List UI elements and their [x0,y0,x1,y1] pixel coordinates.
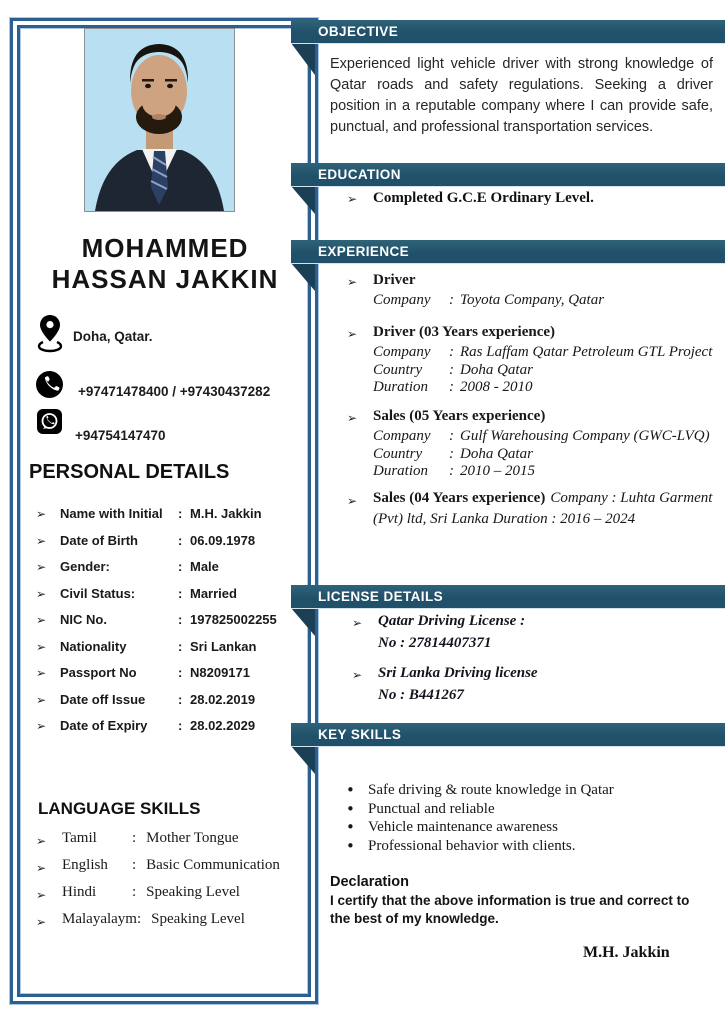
arrow-bullet-icon: ➢ [347,275,358,289]
arrow-bullet-icon: ➢ [36,666,47,680]
arrow-bullet-icon: ➢ [36,639,47,654]
signature-name: M.H. Jakkin [583,944,670,961]
whatsapp-text: +94754147470 [75,428,166,443]
license-item: ➢ Qatar Driving License : No : 27814407371 [352,613,526,651]
key-skill-item: • Vehicle maintenance awareness [346,818,558,836]
personal-detail-row: ➢ Gender: : Male [36,559,219,574]
experience-entry [347,323,722,396]
phone-text: +97471478400 / +97430437282 [78,384,271,399]
language-row: ➢ Malayalaym: Speaking Level [36,909,280,930]
section-title: EXPERIENCE [318,244,410,259]
arrow-bullet-icon: ➢ [36,834,47,848]
experience-title: Sales (04 Years experience) [373,490,546,506]
declaration-text: I certify that the above information is true and correct to the best of my knowledge. [330,893,690,926]
arrow-bullet-icon: ➢ [36,586,47,601]
language-row: ➢ Tamil : Mother Tongue [36,828,280,849]
personal-detail-row: ➢ Nationality : Sri Lankan [36,638,257,654]
arrow-bullet-icon: ➢ [36,560,47,574]
experience-detail: Company : Ras Laffam Qatar Petroleum GTL Project [373,344,713,360]
key-skills-list [340,781,720,855]
experience-entry [347,488,719,530]
experience-title: Driver [373,272,416,288]
section-title: LICENSE DETAILS [318,589,444,604]
arrow-bullet-icon: ➢ [36,915,47,929]
dot-bullet-icon: • [346,799,355,818]
personal-detail-row: ➢ Civil Status: : Married [36,585,237,601]
candidate-name [22,233,308,295]
arrow-bullet-icon: ➢ [352,668,363,682]
experience-entry [347,407,722,480]
phone-icon [36,371,63,403]
whatsapp-icon [37,409,62,439]
license-item: ➢ Sri Lanka Driving license No : B441267 [352,665,538,703]
personal-detail-row: ➢ Date of Birth : 06.09.1978 [36,532,256,548]
location-pin-icon [37,315,63,358]
declaration-title: Declaration [330,874,409,890]
language-skills-title: LANGUAGE SKILLS [38,799,201,818]
experience-detail: Country : Doha Qatar [373,361,533,378]
experience-title: Sales (05 Years experience) [373,408,546,424]
language-row: ➢ Hindi : Speaking Level [36,882,280,903]
arrow-bullet-icon: ➢ [347,411,358,425]
arrow-bullet-icon: ➢ [36,719,47,733]
location-text: Doha, Qatar. [73,329,153,344]
arrow-bullet-icon: ➢ [36,861,47,875]
arrow-bullet-icon: ➢ [347,192,358,206]
section-banner-experience [291,240,725,263]
key-skill-item: • Punctual and reliable [346,799,495,818]
portrait-illustration [85,29,234,211]
education-item: ➢ Completed G.C.E Ordinary Level. [347,190,594,206]
experience-detail: Company : Gulf Warehousing Company (GWC-LVQ) [373,428,710,444]
personal-details-title: PERSONAL DETAILS [29,461,230,483]
experience-detail: Country : Doha Qatar [373,445,533,462]
personal-detail-row: ➢ Passport No : N8209171 [36,665,250,680]
personal-detail-row: ➢ Name with Initial : M.H. Jakkin [36,506,262,521]
dot-bullet-icon: • [346,781,355,799]
experience-detail: Duration : 2008 - 2010 [373,379,533,395]
profile-photo [84,28,235,212]
objective-text: Experienced light vehicle driver with strong knowledge of Qatar roads and safety regulations. Seeking a driver position in a reputable company where I can provide safe, punctual, and professional transportation services. [330,56,713,135]
section-banner-key-skills [291,723,725,746]
section-title: EDUCATION [318,167,401,182]
section-title: OBJECTIVE [318,24,399,39]
language-row: ➢ English : Basic Communication [36,855,280,876]
section-banner-license-details [291,585,725,608]
personal-details-list [36,507,304,746]
dot-bullet-icon: • [346,836,355,855]
dot-bullet-icon: • [346,818,355,836]
experience-detail: Company : Toyota Company, Qatar [373,292,605,308]
experience-detail: Duration : 2010 – 2015 [373,463,535,479]
arrow-bullet-icon: ➢ [347,494,358,508]
personal-detail-row: ➢ Date off Issue : 28.02.2019 [36,691,256,707]
candidate-name-line1: MOHAMMED [81,233,249,263]
personal-detail-row: ➢ Date of Expiry : 28.02.2029 [36,718,256,733]
section-title: KEY SKILLS [318,727,402,742]
arrow-bullet-icon: ➢ [36,533,47,548]
arrow-bullet-icon: ➢ [36,692,47,707]
key-skill-item: • Professional behavior with clients. [346,836,576,855]
experience-title: Driver (03 Years experience) [373,324,556,340]
arrow-bullet-icon: ➢ [347,327,358,341]
personal-detail-row: ➢ NIC No. : 197825002255 [36,612,277,627]
experience-detail: Company : Luhta Garment (Pvt) ltd, Sri Lanka Duration : 2016 – 2024 [373,490,713,527]
arrow-bullet-icon: ➢ [36,613,47,627]
arrow-bullet-icon: ➢ [36,888,47,902]
section-banner-objective [291,20,725,43]
candidate-name-line2: HASSAN JAKKIN [51,264,279,294]
key-skill-item: • Safe driving & route knowledge in Qatar [346,781,614,799]
experience-entry [347,271,722,309]
section-banner-education [291,163,725,186]
arrow-bullet-icon: ➢ [352,616,363,630]
language-skills-list [36,828,280,936]
arrow-bullet-icon: ➢ [36,507,47,521]
